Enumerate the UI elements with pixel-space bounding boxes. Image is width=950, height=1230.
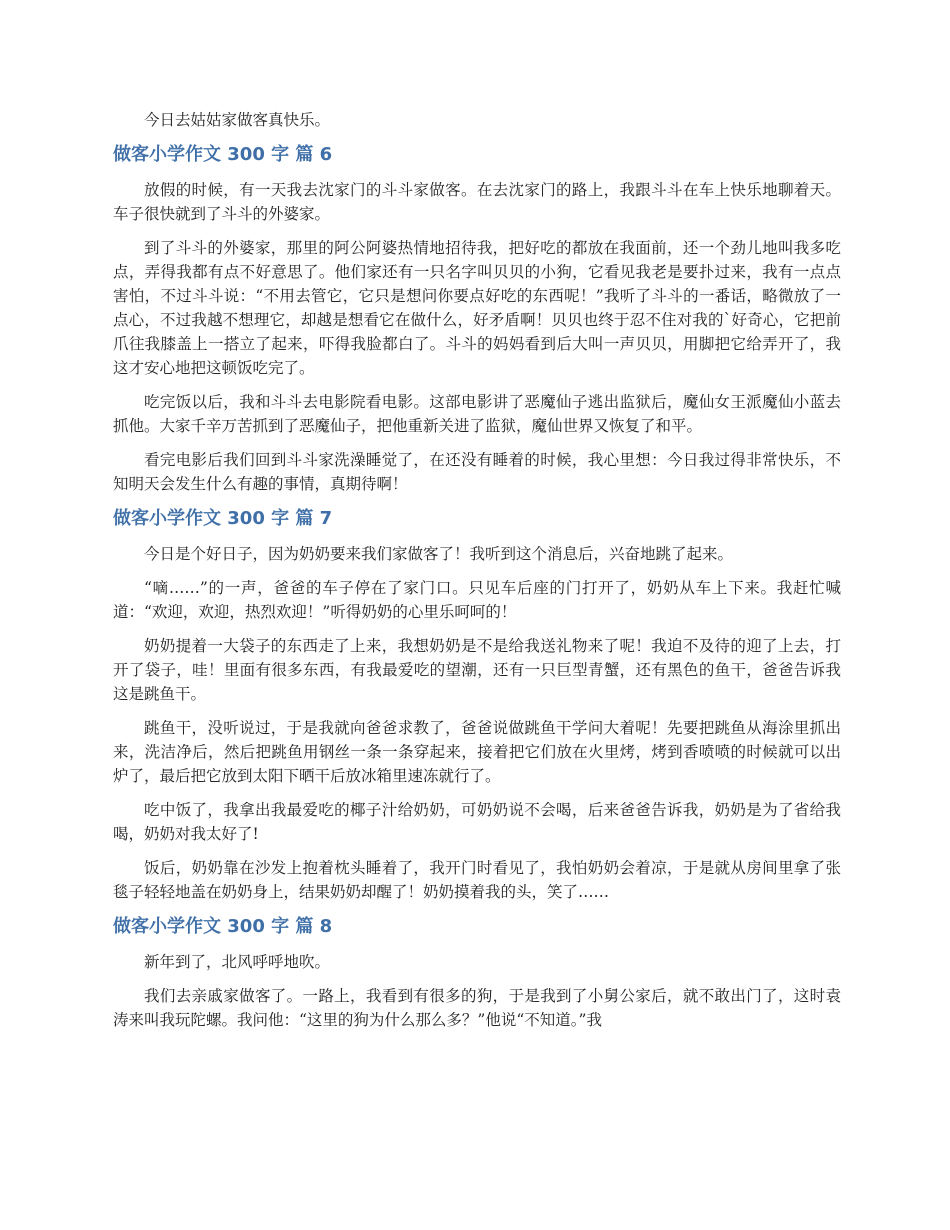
document-page bbox=[113, 108, 841, 1042]
paragraph: 今日去姑姑家做客真快乐。 bbox=[144, 111, 331, 129]
paragraph: 新年到了，北风呼呼地吹。 bbox=[144, 953, 331, 971]
paragraph: 吃中饭了，我拿出我最爱吃的椰子汁给奶奶，可奶奶说不会喝，后来爸爸告诉我，奶奶是为了省给我喝，奶奶对我太好了! bbox=[113, 801, 841, 843]
paragraph: 跳鱼干，没听说过，于是我就向爸爸求教了，爸爸说做跳鱼干学问大着呢！先要把跳鱼从海涂里抓出来，洗洁净后，然后把跳鱼用钢丝一条一条穿起来，接着把它们放在火里烤，烤到香喷喷的时候就可以出炉了，最后把它放到太阳下晒干后放冰箱里速冻就行了。 bbox=[113, 719, 841, 785]
section-heading: 做客小学作文 300 字 篇 8 bbox=[113, 916, 333, 937]
paragraph: “嘀……”的一声，爸爸的车子停在了家门口。只见车后座的门打开了，奶奶从车上下来。我赶忙喊道：“欢迎，欢迎，热烈欢迎！”听得奶奶的心里乐呵呵的！ bbox=[113, 579, 841, 621]
paragraph: 今日是个好日子，因为奶奶要来我们家做客了！我听到这个消息后，兴奋地跳了起来。 bbox=[144, 545, 734, 563]
section-heading: 做客小学作文 300 字 篇 6 bbox=[113, 144, 333, 165]
paragraph: 我们去亲戚家做客了。一路上，我看到有很多的狗，于是我到了小舅公家后，就不敢出门了，这时袁涛来叫我玩陀螺。我问他：“这里的狗为什么那么多？”他说“不知道。”我 bbox=[113, 987, 841, 1029]
paragraph: 吃完饭以后，我和斗斗去电影院看电影。这部电影讲了恶魔仙子逃出监狱后，魔仙女王派魔仙小蓝去抓他。大家千辛万苦抓到了恶魔仙子，把他重新关进了监狱，魔仙世界又恢复了和平。 bbox=[113, 393, 841, 435]
paragraph: 饭后，奶奶靠在沙发上抱着枕头睡着了，我开门时看见了，我怕奶奶会着凉，于是就从房间里拿了张毯子轻轻地盖在奶奶身上，结果奶奶却醒了！奶奶摸着我的头，笑了…… bbox=[113, 859, 841, 901]
paragraph: 到了斗斗的外婆家，那里的阿公阿婆热情地招待我，把好吃的都放在我面前，还一个劲儿地叫我多吃点，弄得我都有点不好意思了。他们家还有一只名字叫贝贝的小狗，它看见我老是要扑过来，我有一点点害怕，不过斗斗说：“不用去管它，它只是想问你要点好吃的东西呢！”我听了斗斗的一番话，略微放了一点心，不过我越不想理它，却越是想看它在做什么，好矛盾啊！贝贝也终于忍不住对我的`好奇心，它把前爪往我膝盖上一搭立了起来，吓得我脸都白了。斗斗的妈妈看到后大叫一声贝贝，用脚把它给弄开了，我这才安心地把这顿饭吃完了。 bbox=[113, 239, 841, 377]
section-heading: 做客小学作文 300 字 篇 7 bbox=[113, 508, 333, 529]
paragraph: 放假的时候，有一天我去沈家门的斗斗家做客。在去沈家门的路上，我跟斗斗在车上快乐地聊着天。车子很快就到了斗斗的外婆家。 bbox=[113, 181, 841, 223]
paragraph: 奶奶提着一大袋子的东西走了上来，我想奶奶是不是给我送礼物来了呢！我迫不及待的迎了上去，打开了袋子，哇！里面有很多东西，有我最爱吃的望潮，还有一只巨型青蟹，还有黑色的鱼干，爸爸告诉我这是跳鱼干。 bbox=[113, 637, 841, 703]
paragraph: 看完电影后我们回到斗斗家洗澡睡觉了，在还没有睡着的时候，我心里想：今日我过得非常快乐，不知明天会发生什么有趣的事情，真期待啊！ bbox=[113, 451, 841, 493]
